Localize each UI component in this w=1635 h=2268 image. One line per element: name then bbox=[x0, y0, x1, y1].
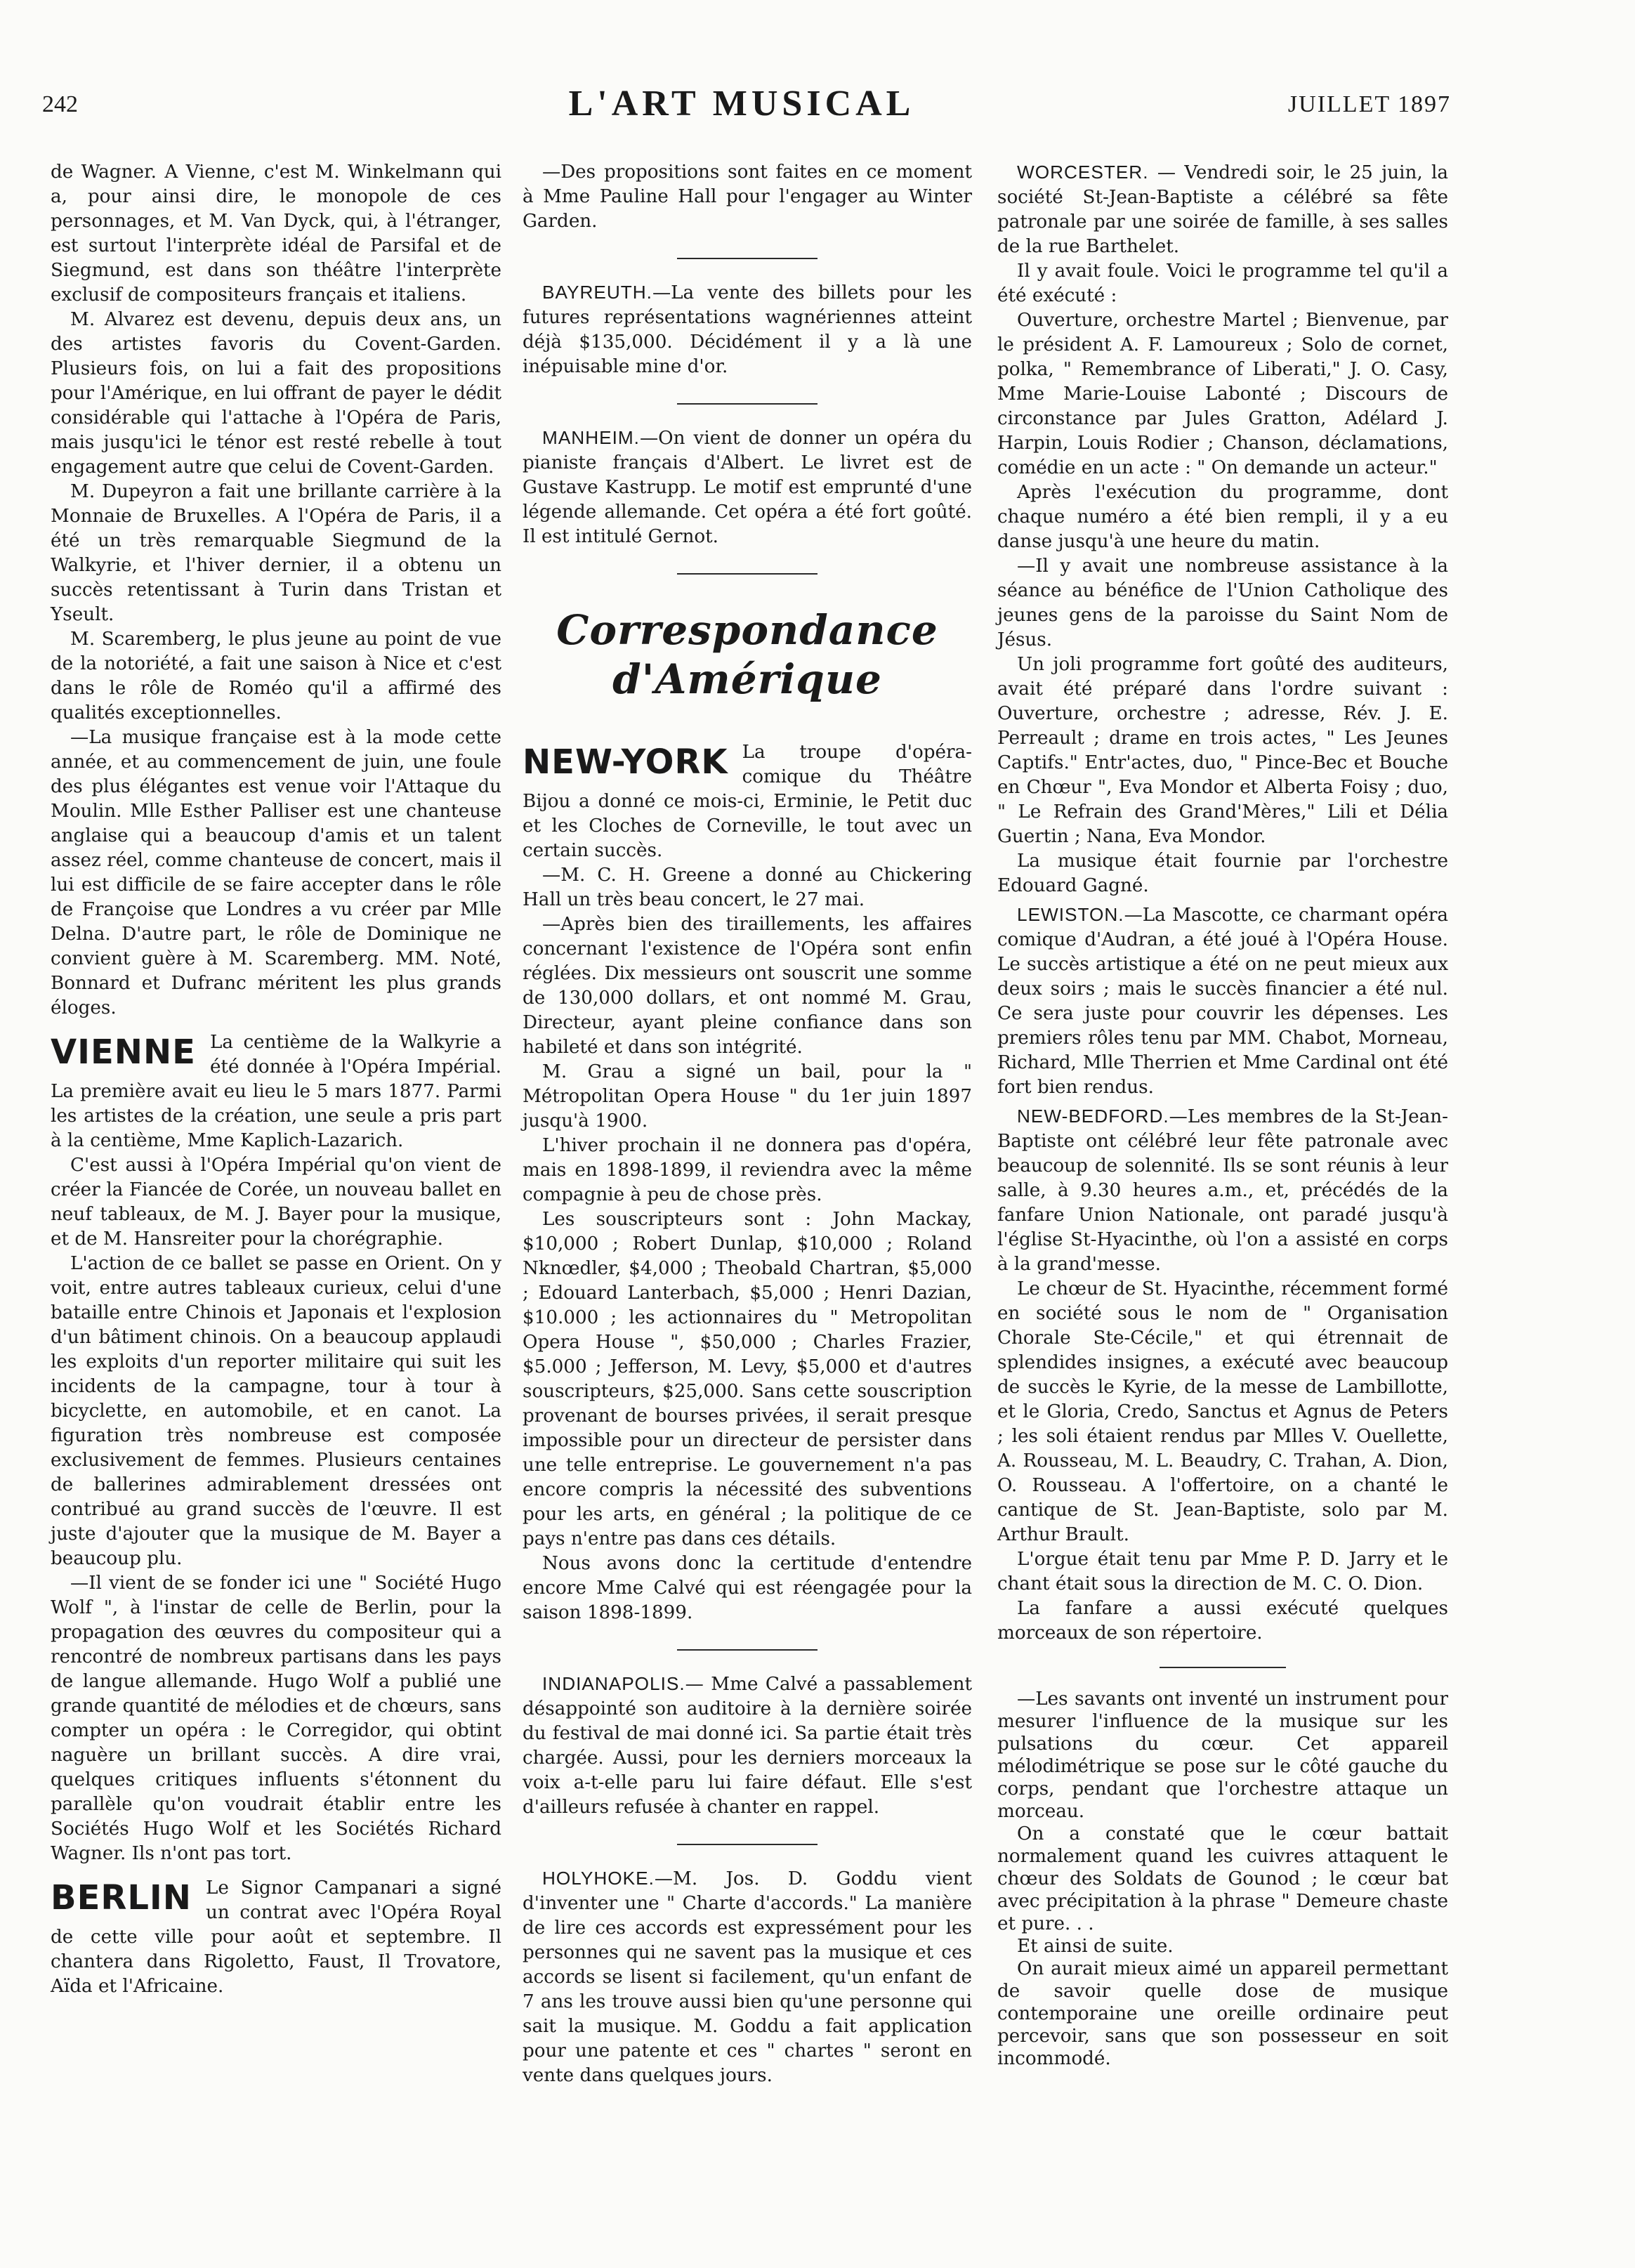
dateline-vienne: VIENNE bbox=[51, 1033, 196, 1072]
indianapolis-item bbox=[523, 1672, 972, 1820]
berlin-section bbox=[51, 1876, 501, 1999]
paragraph: de Wagner. A Vienne, c'est M. Winkelmann qui a, pour ainsi dire, le monopole de ces personnages, et M. Van Dyck, qui, à l'étranger, est surtout l'interprète idéal de Parsifal et de Siegmund, est dans son théâtre l'interprète exclusif de compositeurs français et italiens. bbox=[51, 162, 501, 306]
city-heading: BAYREUTH. bbox=[542, 282, 652, 303]
city-heading: NEW-BEDFORD. bbox=[1017, 1106, 1169, 1127]
paragraph: Le Signor Campanari a signé un contrat avec l'Opéra Royal de cette ville pour août et septembre. Il chantera dans Rigoletto, Faust, Il Trovatore, Aïda et l'Africaine. bbox=[51, 1877, 501, 1997]
holyhoke-item bbox=[523, 1866, 972, 2088]
paragraph: —Il vient de se fonder ici une " Société Hugo Wolf ", à l'instar de celle de Berlin, pour la propagation des œuvres du compositeur qui a rencontré de nombreux partisans dans les pays de langue allemande. Hugo Wolf a publié une grande quantité de mélodies et de chœurs, sans compter un opéra : le Corregidor, qui obtint naguère un brillant succès. A dire vrai, quelques critiques influents s'étonnent du parallèle qu'on voudrait établir entre les Sociétés Hugo Wolf et les Sociétés Richard Wagner. Ils n'ont pas tort. bbox=[51, 1573, 501, 1864]
paragraph: Nous avons donc la certitude d'entendre encore Mme Calvé qui est réengagée pour la saison 1898-1899. bbox=[523, 1553, 972, 1623]
paragraph: La centième de la Walkyrie a été donnée à l'Opéra Impérial. La première avait eu lieu le 5 mars 1877. Parmi les artistes de la création, une seule a pris part à la centième, Mme Kaplich-Lazarich. bbox=[51, 1032, 501, 1151]
city-heading: HOLYHOKE. bbox=[542, 1868, 655, 1889]
city-heading: WORCESTER. bbox=[1017, 162, 1149, 183]
paragraph: L'action de ce ballet se passe en Orient. On y voit, entre autres tableaux curieux, celui d'une bataille entre Chinois et Japonais et l'explosion d'un bâtiment chinois. On a beaucoup applaudi les exploits d'un reporter militaire qui suit les incidents de la campagne, tour à tour à bicyclette, en automobile, et en canot. La figuration très nombreuse est composée exclusivement de femmes. Plusieurs centaines de ballerines admirablement dressées ont contribué au grand succès de l'œuvre. Il est juste d'ajouter que la musique de M. Bayer a beaucoup plu. bbox=[51, 1253, 501, 1569]
ornament-divider bbox=[1160, 1667, 1286, 1668]
column-3 bbox=[997, 160, 1448, 2070]
item-text: —La Mascotte, ce charmant opéra comique d'Audran, a été joué à l'Opéra House. Le succès artistique a été on ne peut mieux aux deux soirs ; mais le succès financier a été nul. Ce sera juste pour couvrir les dépenses. Les premiers rôles tenu par MM. Chabot, Morneau, Richard, Mlle Therrien et Mme Cardinal ont été fort bien rendus. bbox=[997, 905, 1448, 1098]
paragraph: La fanfare a aussi exécuté quelques morceaux de son répertoire. bbox=[997, 1598, 1448, 1644]
paragraph: Après l'exécution du programme, dont chaque numéro a été bien rempli, il y a eu danse jusqu'à une heure du matin. bbox=[997, 482, 1448, 552]
paragraph: —La musique française est à la mode cette année, et au commencement de juin, une foule des plus élégantes est venue voir l'Attaque du Moulin. Mlle Esther Palliser est une chanteuse anglaise qui a beaucoup d'amis et un talent assez réel, comme chanteuse de concert, mais il lui est difficile de se faire accepter dans le rôle de Françoise que Londres a vu créer par Mlle Delna. D'autre part, le rôle de Dominique ne convient guère à M. Scaremberg. MM. Noté, Bonnard et Dufranc méritent les plus grands éloges. bbox=[51, 727, 501, 1018]
item-text: —On vient de donner un opéra du pianiste français d'Albert. Le livret est de Gustave Kastrupp. Le motif est emprunté d'une légende allemande. Cet opéra a été fort goûté. Il est intitulé Gernot. bbox=[523, 428, 972, 547]
paragraph: —Après bien des tiraillements, les affaires concernant l'existence de l'Opéra sont enfin réglées. Dix messieurs ont souscrit une somme de 130,000 dollars, et ont nommé M. Grau, Directeur, ayant pleine confiance dans son habileté et dans son intégrité. bbox=[523, 914, 972, 1058]
lewiston-item bbox=[997, 903, 1448, 1100]
divider bbox=[677, 573, 817, 575]
section-heading: Correspondance d'Amérique bbox=[556, 606, 938, 703]
paragraph: M. Grau a signé un bail, pour la " Métropolitan Opera House " du 1er juin 1897 jusqu'à 1900. bbox=[523, 1061, 972, 1132]
city-heading: INDIANAPOLIS. bbox=[542, 1673, 685, 1694]
issue-date: JUILLET 1897 bbox=[1287, 91, 1451, 117]
paragraph: On aurait mieux aimé un appareil permettant de savoir quelle dose de musique contemporaine une oreille ordinaire peut percevoir, sans que son possesseur en soit incommodé. bbox=[997, 1958, 1448, 2069]
new-york-section bbox=[523, 740, 972, 1625]
column-2 bbox=[523, 160, 972, 2088]
paragraph: Les souscripteurs sont : John Mackay, $10,000 ; Robert Dunlap, $10,000 ; Roland Nknœdler, $4,000 ; Theobald Chartran, $5,000 ; Edouard Lanterbach, $5,000 ; Henri Dazian, $10.000 ; les actionnaires du " Metropolitan Opera House ", $50,000 ; Charles Frazier, $5.000 ; Jefferson, M. Levy, $5,000 et d'autres souscripteurs, $25,000. Sans cette souscription provenant de bourses privées, il serait presque impossible pour un directeur de persister dans une telle entreprise. Le gouvernement n'a pas encore compris la nécessité des subventions pour les arts, en général ; la politique de ce pays n'entre pas dans ces détails. bbox=[523, 1209, 972, 1549]
vienne-section bbox=[51, 1030, 501, 1866]
paragraph: —Des propositions sont faites en ce moment à Mme Pauline Hall pour l'engager au Winter Garden. bbox=[523, 162, 972, 232]
paragraph: M. Scaremberg, le plus jeune au point de vue de la notoriété, a fait une saison à Nice et c'est dans le rôle de Roméo qu'il a affirmé des qualités exceptionnelles. bbox=[51, 629, 501, 723]
paragraph: M. Dupeyron a fait une brillante carrière à la Monnaie de Bruxelles. A l'Opéra de Paris, il a été un très remarquable Siegmund de la Walkyrie, et l'hiver dernier, il a obtenu un succès retentissant à Turin dans Tristan et Yseult. bbox=[51, 481, 501, 625]
divider bbox=[677, 258, 817, 259]
dateline-new-york: NEW-YORK bbox=[523, 742, 728, 782]
journal-title: L'ART MUSICAL bbox=[568, 84, 915, 124]
savants-section bbox=[997, 1688, 1448, 2070]
page-header bbox=[32, 83, 1451, 125]
paragraph: C'est aussi à l'Opéra Impérial qu'on vient de créer la Fiancée de Corée, un nouveau ballet en neuf tableaux, de M. J. Bayer pour la musique, et de M. Hansreiter pour la chorégraphie. bbox=[51, 1155, 501, 1250]
city-heading: MANHEIM. bbox=[542, 427, 640, 448]
divider bbox=[677, 403, 817, 405]
item-text: —La vente des billets pour les futures représentations wagnériennes atteint déjà $135,000. Décidément il y a là une inépuisable mine d'or. bbox=[523, 282, 972, 377]
paragraph: La troupe d'opéra-comique du Théâtre Bijou a donné ce mois-ci, Erminie, le Petit duc et les Cloches de Corneville, le tout avec un certain succès. bbox=[523, 742, 972, 861]
paragraph: —Les savants ont inventé un instrument pour mesurer l'influence de la musique sur les pulsations du cœur. Cet appareil mélodimétrique se pose sur le côté gauche du corps, pendant que l'orchestre attaque un morceau. bbox=[997, 1689, 1448, 1822]
paragraph: M. Alvarez est devenu, depuis deux ans, un des artistes favoris du Covent-Garden. Plusieurs fois, on lui a fait des propositions pour l'Amérique, en lui offrant de payer le dédit considérable qui l'attache à l'Opéra de Paris, mais jusqu'ici le ténor est resté rebelle à tout engagement autre que celui de Covent-Garden. bbox=[51, 309, 501, 478]
paragraph: Il y avait foule. Voici le programme tel qu'il a été exécuté : bbox=[997, 261, 1448, 306]
divider bbox=[677, 1844, 817, 1845]
paragraph: L'orgue était tenu par Mme P. D. Jarry et le chant était sous la direction de M. C. O. Dion. bbox=[997, 1549, 1448, 1594]
item-text: — Vendredi soir, le 25 juin, la société St-Jean-Baptiste a célébré sa fête patronale par une soirée de famille, à ses salles de la rue Barthelet. bbox=[997, 162, 1448, 257]
item-text: —M. Jos. D. Goddu vient d'inventer une " Charte d'accords." La manière de lire ces accords est expressément pour les personnes qui ne savent pas la musique et ces accords se lisent si facilement, qu'un enfant de 7 ans les trouve aussi bien qu'une personne qui sait la musique. M. Goddu a fait application pour une patente et ces " chartes " seront en vente dans quelques jours. bbox=[523, 1868, 972, 2086]
paragraph: On a constaté que le cœur battait normalement quand les cuivres attaquent le chœur des Soldats de Gounod ; le cœur bat avec précipitation à la phrase " Demeure chaste et pure. . . bbox=[997, 1823, 1448, 1934]
page-number: 242 bbox=[42, 91, 78, 117]
paragraph: Un joli programme fort goûté des auditeurs, avait été préparé dans l'ordre suivant : Ouverture, orchestre ; adresse, Rév. J. E. Perreault ; drame en trois actes, " Les Jeunes Captifs." Entr'actes, duo, " Pince-Bec et Bouche en Chœur ", Eva Mondor et Alberta Foisy ; duo, " Le Refrain des Grand'Mères," Lili et Délia Guertin ; Nana, Eva Mondor. bbox=[997, 654, 1448, 847]
paragraph: —Il y avait une nombreuse assistance à la séance au bénéfice de l'Union Catholique des jeunes gens de la paroisse du Saint Nom de Jésus. bbox=[997, 556, 1448, 650]
item-text: — Mme Calvé a passablement désappointé son auditoire à la dernière soirée du festival de mai donné ici. Sa partie était très chargée. Aussi, pour les derniers morceaux la voix a-t-elle paru lui faire défaut. Elle s'est d'ailleurs refusée à chanter en rappel. bbox=[523, 1674, 972, 1818]
paragraph: L'hiver prochain il ne donnera pas d'opéra, mais en 1898-1899, il reviendra avec la même compagnie à peu de chose près. bbox=[523, 1135, 972, 1205]
column-1 bbox=[51, 160, 501, 1999]
worcester-item bbox=[997, 160, 1448, 259]
paragraph: Ouverture, orchestre Martel ; Bienvenue, par le président A. F. Lamoureux ; Solo de cornet, polka, " Remembrance of Liberati," J. O. Casy, Mme Marie-Louise Labonté ; Discours de circonstance par Jules Gratton, Adélard J. Harpin, Louis Rodier ; Chanson, déclamations, comédie en un acte : " On demande un acteur." bbox=[997, 310, 1448, 478]
new-bedford-item bbox=[997, 1104, 1448, 1277]
paragraph: Et ainsi de suite. bbox=[1017, 1936, 1174, 1957]
bayreuth-item bbox=[523, 280, 972, 379]
city-heading: LEWISTON. bbox=[1017, 904, 1124, 925]
divider bbox=[677, 1649, 817, 1651]
dateline-berlin: BERLIN bbox=[51, 1878, 192, 1918]
paragraph: Le chœur de St. Hyacinthe, récemment formé en société sous le nom de " Organisation Chorale Ste-Cécile," et qui étrennait de splendides insignes, a exécuté avec beaucoup de succès le Kyrie, de la messe de Lambillotte, et le Gloria, Credo, Sanctus et Agnus de Peters ; les soli étaient rendus par Mlles V. Ouellette, A. Rousseau, M. L. Beaudry, C. Trahan, A. Dion, O. Rousseau. A l'offertoire, on a chanté le cantique de St. Jean-Baptiste, solo par M. Arthur Brault. bbox=[997, 1278, 1448, 1545]
item-text: —Les membres de la St-Jean-Baptiste ont célébré leur fête patronale avec beaucoup de solennité. Ils se sont réunis à leur salle, à 9.30 heures a.m., et, précédés de la fanfare Union Nationale, ont paradé jusqu'à l'église St-Hyacinthe, où l'on a assisté en corps à la grand'messe. bbox=[997, 1106, 1448, 1275]
paragraph: —M. C. H. Greene a donné au Chickering Hall un très beau concert, le 27 mai. bbox=[523, 865, 972, 910]
manheim-item bbox=[523, 426, 972, 549]
paragraph: La musique était fournie par l'orchestre Edouard Gagné. bbox=[997, 851, 1448, 896]
